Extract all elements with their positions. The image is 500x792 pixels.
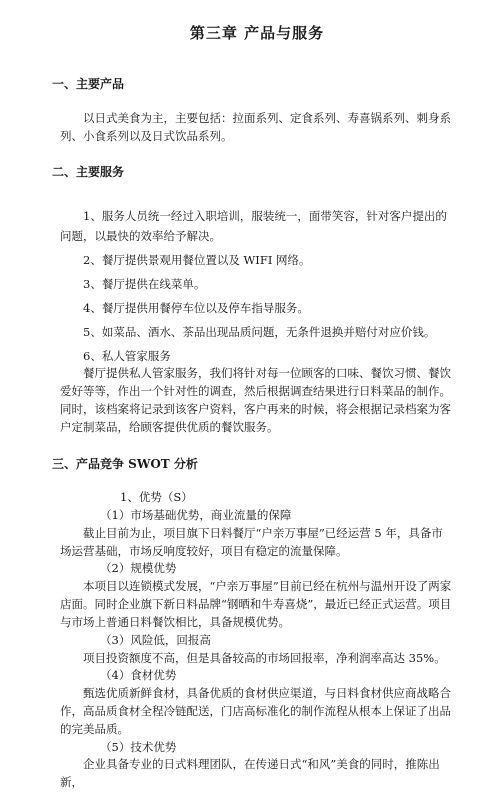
service-item: 3、餐厅提供在线菜单。 xyxy=(83,277,206,292)
service-item: 4、餐厅提供用餐停车位以及停车指导服务。 xyxy=(83,300,309,315)
subpoint-body: 甄选优质新鲜食材，具备优质的食材供应渠道，与日料食材供应商战略合作，高品质食材全程冷链配送，门店高标准化的制作流程从根本上保证了出品的完美品质。 xyxy=(60,686,451,736)
section-heading-services: 二、主要服务 xyxy=(52,165,125,180)
subpoint-title: （5）技术优势 xyxy=(100,739,177,754)
subpoint-title: （1）市场基础优势，商业流量的保障 xyxy=(100,508,292,523)
service-item: 2、餐厅提供景观用餐位置以及 WIFI 网络。 xyxy=(83,253,311,268)
section-heading-swot: 三、产品竞争 SWOT 分析 xyxy=(52,456,198,471)
service-item: 1、服务人员统一经过入职培训，服装统一，面带笑容，针对客户提出的问题，以最快的效率给予解决。 xyxy=(60,209,447,244)
subpoint-body: 企业具备专业的日式料理团队，在传递日式“和风”美食的同时，推陈出新， xyxy=(60,757,440,790)
subpoint-body: 本项目以连锁模式发展，“户亲万事屋”目前已经在杭州与温州开设了两家店面。同时企业旗下新日料品牌“钢晒和牛寿喜烧”，最近已经正式运营。项目与市场上普通日料餐饮相比，具备规模优势。 xyxy=(60,579,452,629)
subpoint-body: 截止目前为止，项目旗下日料餐厅“户亲万事屋”已经运营 5 年，具备市场运营基础，市场反响度较好，项目有稳定的流量保障。 xyxy=(60,525,443,558)
products-paragraph: 以日式美食为主，主要包括：拉面系列、定食系列、寿喜锅系列、刺身系列、小食系列以及日式饮品系列。 xyxy=(60,110,451,143)
service-item-title: 6、私人管家服务 xyxy=(83,348,171,363)
subpoint-title: （4）食材优势 xyxy=(100,668,177,683)
service-item-body: 餐厅提供私人管家服务，我们将针对每一位顾客的口味、餐饮习惯、餐饮爱好等等，作出一个针对性的调查，然后根据调查结果进行日料菜品的制作。同时，该档案将记录到该客户资料，客户再来的时候，将会根据记录档案为客户定制菜品，给顾客提供优质的餐饮服务。 xyxy=(60,366,451,434)
swot-strength-title: 1、优势（S） xyxy=(120,490,193,505)
subpoint-body: 项目投资额度不高，但是具备较高的市场回报率，净利润率高达 35%。 xyxy=(83,650,446,665)
subpoint-title: （3）风险低，回报高 xyxy=(100,632,211,647)
subpoint-title: （2）规模优势 xyxy=(100,561,177,576)
section-heading-products: 一、主要产品 xyxy=(52,77,125,92)
service-item: 5、如菜品、酒水、茶品出现品质问题，无条件退换并赔付对应价钱。 xyxy=(83,324,436,339)
chapter-title: 第三章 产品与服务 xyxy=(189,24,325,42)
